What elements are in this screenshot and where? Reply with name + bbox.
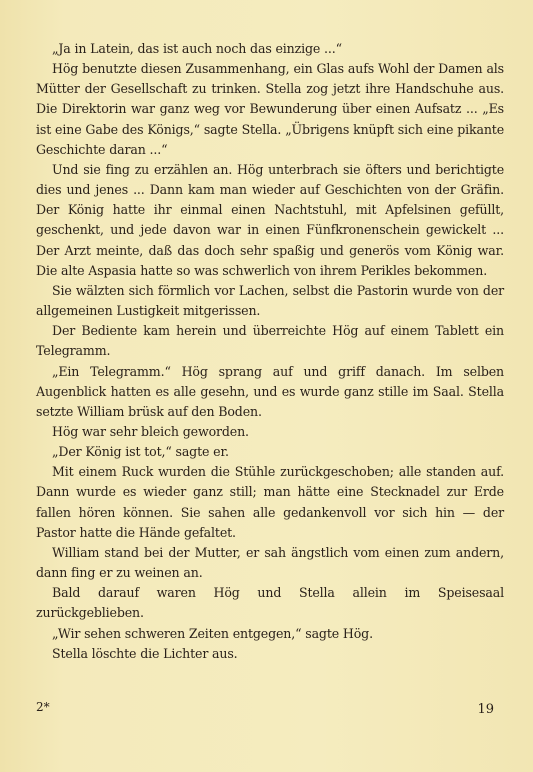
page-number: 19 bbox=[477, 702, 494, 717]
paragraph: William stand bei der Mutter, er sah ängstlich vom einen zum andern, dann fing er zu weinen an. bbox=[36, 544, 504, 581]
paragraph: Mit einem Ruck wurden die Stühle zurückgeschoben; alle standen auf. Dann wurde es wieder ganz still; man hätte eine Stecknadel zur Erde fallen hören können. Sie sahen alle gedankenvoll vor sich hin — der Pastor hatte die Hände gefaltet. bbox=[36, 464, 504, 540]
paragraph: Der Bediente kam herein und überreichte Hög auf einem Tablett ein Telegramm. bbox=[36, 323, 504, 359]
paragraph: „Ein Telegramm.“ Hög sprang auf und griff danach. Im selben Augenblick hatten es alle gesehn, und es wurde ganz stille im Saal. Stella setzte William brüsk auf den Boden. bbox=[36, 363, 504, 419]
paragraph: Stella löschte die Lichter aus. bbox=[52, 645, 238, 661]
paragraph: Und sie fing zu erzählen an. Hög unterbrach sie öfters und berichtigte dies und jenes ... Dann kam man wieder auf Geschichten von der Gräfin. Der König hatte ihr einmal einen Nachtstuhl, mit Apfelsinen gefüllt, geschenkt, und jede davon war in einen Fünfkronenschein gewickelt ... Der Arzt meinte, daß das doch sehr spaßig und generös vom König war. Die alte Aspasia hatte so was schwerlich von ihrem Perikles bekommen. bbox=[36, 161, 504, 278]
paragraph: „Wir sehen schweren Zeiten entgegen,“ sagte Hög. bbox=[52, 625, 373, 641]
paragraph: Hög benutzte diesen Zusammenhang, ein Glas aufs Wohl der Damen als Mütter der Gesellschaft zu trinken. Stella zog jetzt ihre Handschuhe aus. Die Direktorin war ganz weg vor Bewunderung über einen Aufsatz ... „Es ist eine Gabe des Königs,“ sagte Stella. „Übrigens knüpft sich eine pikante Geschichte daran ...“ bbox=[36, 61, 504, 157]
paragraph: Hög war sehr bleich geworden. bbox=[52, 423, 249, 439]
printer-signature: 2* bbox=[36, 700, 50, 714]
paragraph: „Ja in Latein, das ist auch noch das einzige ...“ bbox=[52, 41, 342, 56]
body-text bbox=[36, 39, 504, 664]
page-footer bbox=[36, 700, 504, 720]
paragraph: „Der König ist tot,“ sagte er. bbox=[52, 444, 229, 460]
paragraph: Bald darauf waren Hög und Stella allein im Speisesaal zurückgeblieben. bbox=[36, 585, 504, 621]
paragraph: Sie wälzten sich förmlich vor Lachen, selbst die Pastorin wurde von der allgemeinen Lustigkeit mitgerissen. bbox=[36, 282, 504, 319]
